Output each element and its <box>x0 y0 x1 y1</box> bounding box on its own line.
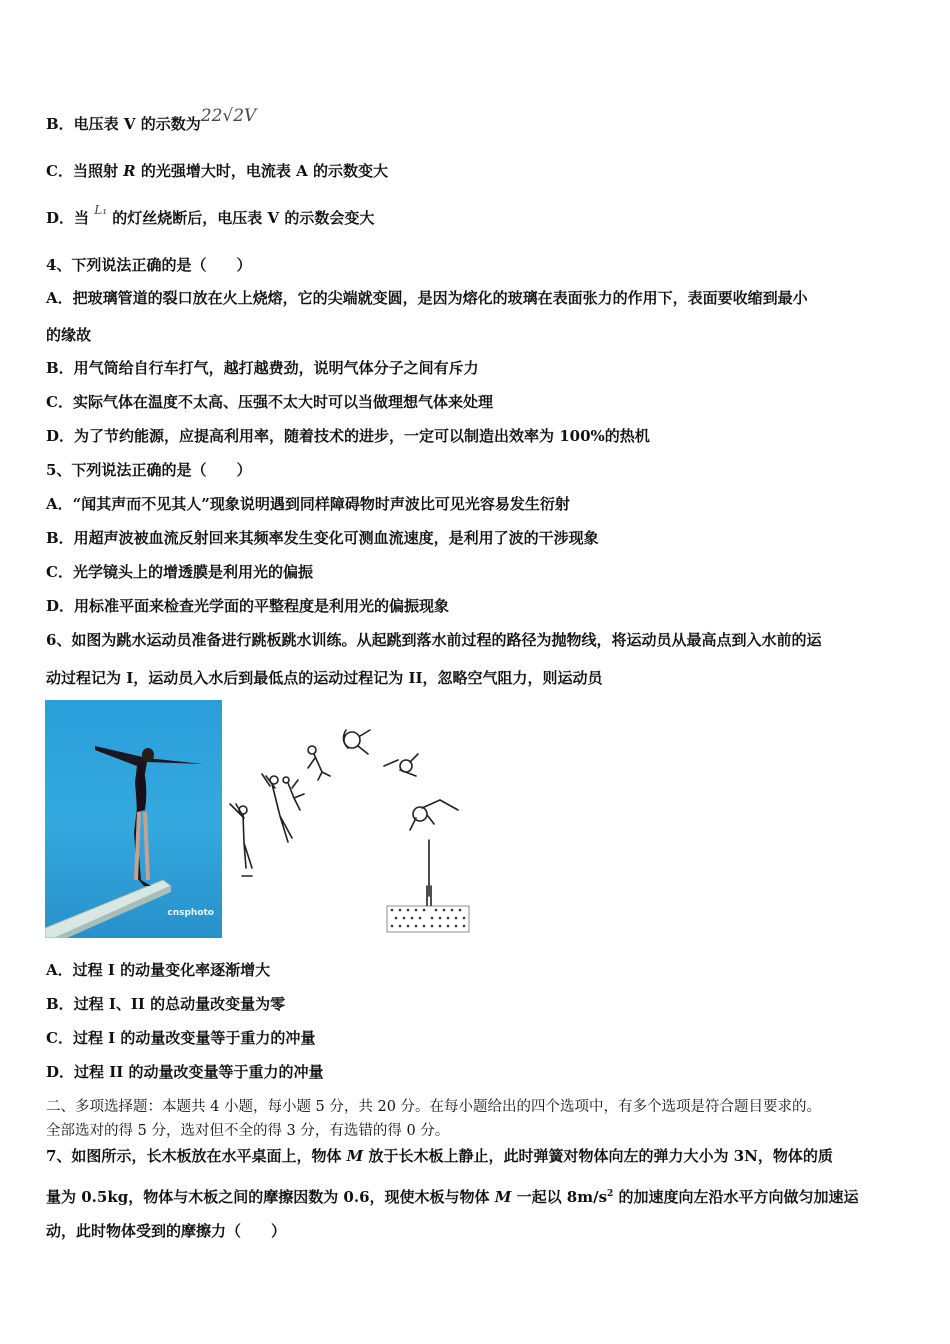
q4-option-a-line2: 的缘故 <box>46 326 92 344</box>
q7-line2-a: 量为 0.5kg，物体与木板之间的摩擦因数为 0.6，现使木板与物体 <box>46 1188 495 1206</box>
q7-line3: 动，此时物体受到的摩擦力（ ） <box>46 1222 287 1240</box>
q3-option-d <box>46 203 375 229</box>
q5-option-b: B．用超声波被血流反射回来其频率发生变化可测血流速度，是利用了波的干涉现象 <box>46 529 599 547</box>
q7-line2-c: 的加速度向左沿水平方向做匀加速运 <box>613 1188 859 1206</box>
q7-line1-b: 放于长木板上静止，此时弹簧对物体向左的弹力大小为 3N，物体的质 <box>363 1147 833 1165</box>
diver-photo <box>45 700 222 938</box>
q4-option-d: D．为了节约能源，应提高利用率，随着技术的进步，一定可以制造出效率为 100%的热机 <box>46 427 650 445</box>
q3-option-c-var: R <box>123 162 136 180</box>
q7-line2-b: 一起以 8m/s <box>511 1188 608 1206</box>
q6-stem-line2: 动过程记为 I，运动员入水后到最低点的运动过程记为 II，忽略空气阻力，则运动员 <box>46 669 603 687</box>
q7-line1-a: 7、如图所示，长木板放在水平桌面上，物体 <box>46 1147 347 1165</box>
q3-option-c <box>46 161 388 181</box>
diving-sequence-diagram <box>222 718 472 938</box>
q5-option-a: A．“闻其声而不见其人”现象说明遇到同样障碍物时声波比可见光容易发生衍射 <box>46 495 570 513</box>
q5-stem: 5、下列说法正确的是（ ） <box>46 461 252 479</box>
q6-option-a: A．过程 I 的动量变化率逐渐增大 <box>46 961 271 979</box>
q7-var-m: M <box>346 1147 364 1165</box>
diver-entry <box>427 840 431 906</box>
q6-option-d: D．过程 II 的动量改变量等于重力的冲量 <box>46 1063 324 1081</box>
q3-option-b-text: B．电压表 V 的示数为 <box>46 115 201 133</box>
q5-option-d: D．用标准平面来检查光学面的平整程度是利用光的偏振现象 <box>46 597 450 615</box>
section2-line1: 二、多项选择题：本题共 4 小题，每小题 5 分，共 20 分。在每小题给出的四个选项中，有多个选项是符合题目要求的。 <box>46 1099 822 1115</box>
q3-option-d-pre: D．当 <box>46 209 95 227</box>
q6-stem-line1: 6、如图为跳水运动员准备进行跳板跳水训练。从起跳到落水前过程的路径为抛物线，将运动员从最高点到入水前的运 <box>46 631 822 649</box>
q5-option-c: C．光学镜头上的增透膜是利用光的偏振 <box>46 563 313 581</box>
q3-option-c-post: 的光强增大时，电流表 A 的示数变大 <box>135 162 388 180</box>
q4-option-c: C．实际气体在温度不太高、压强不太大时可以当做理想气体来处理 <box>46 393 493 411</box>
q3-option-b-math: 22√2V <box>200 106 257 126</box>
diver-figure-4 <box>308 746 316 754</box>
q7-line1 <box>46 1146 833 1166</box>
q7-sup: 2 <box>607 1189 614 1199</box>
q6-option-b: B．过程 I、II 的总动量改变量为零 <box>46 995 286 1013</box>
section2-line2: 全部选对的得 5 分，选对但不全的得 3 分，有选错的得 0 分。 <box>46 1123 450 1139</box>
q3-option-d-post: 的灯丝烧断后，电压表 V 的示数会变大 <box>107 209 375 227</box>
q3-option-b <box>46 106 257 134</box>
q7-var-m-2: M <box>494 1188 512 1206</box>
q6-option-c: C．过程 I 的动量改变量等于重力的冲量 <box>46 1029 316 1047</box>
diver-figure-3 <box>283 777 289 783</box>
q3-option-d-var: L₁ <box>94 203 108 217</box>
diver-photo-drawing <box>45 700 222 938</box>
q4-stem: 4、下列说法正确的是（ ） <box>46 256 252 274</box>
q3-option-c-pre: C．当照射 <box>46 162 124 180</box>
photo-caption: cnsphoto <box>167 908 214 918</box>
q7-line2 <box>46 1184 859 1207</box>
water-surface <box>387 906 469 932</box>
q4-option-b: B．用气筒给自行车打气，越打越费劲，说明气体分子之间有斥力 <box>46 359 479 377</box>
q4-option-a-line1: A．把玻璃管道的裂口放在火上烧熔，它的尖端就变圆，是因为熔化的玻璃在表面张力的作用下，表面要收缩到最小 <box>46 289 808 307</box>
